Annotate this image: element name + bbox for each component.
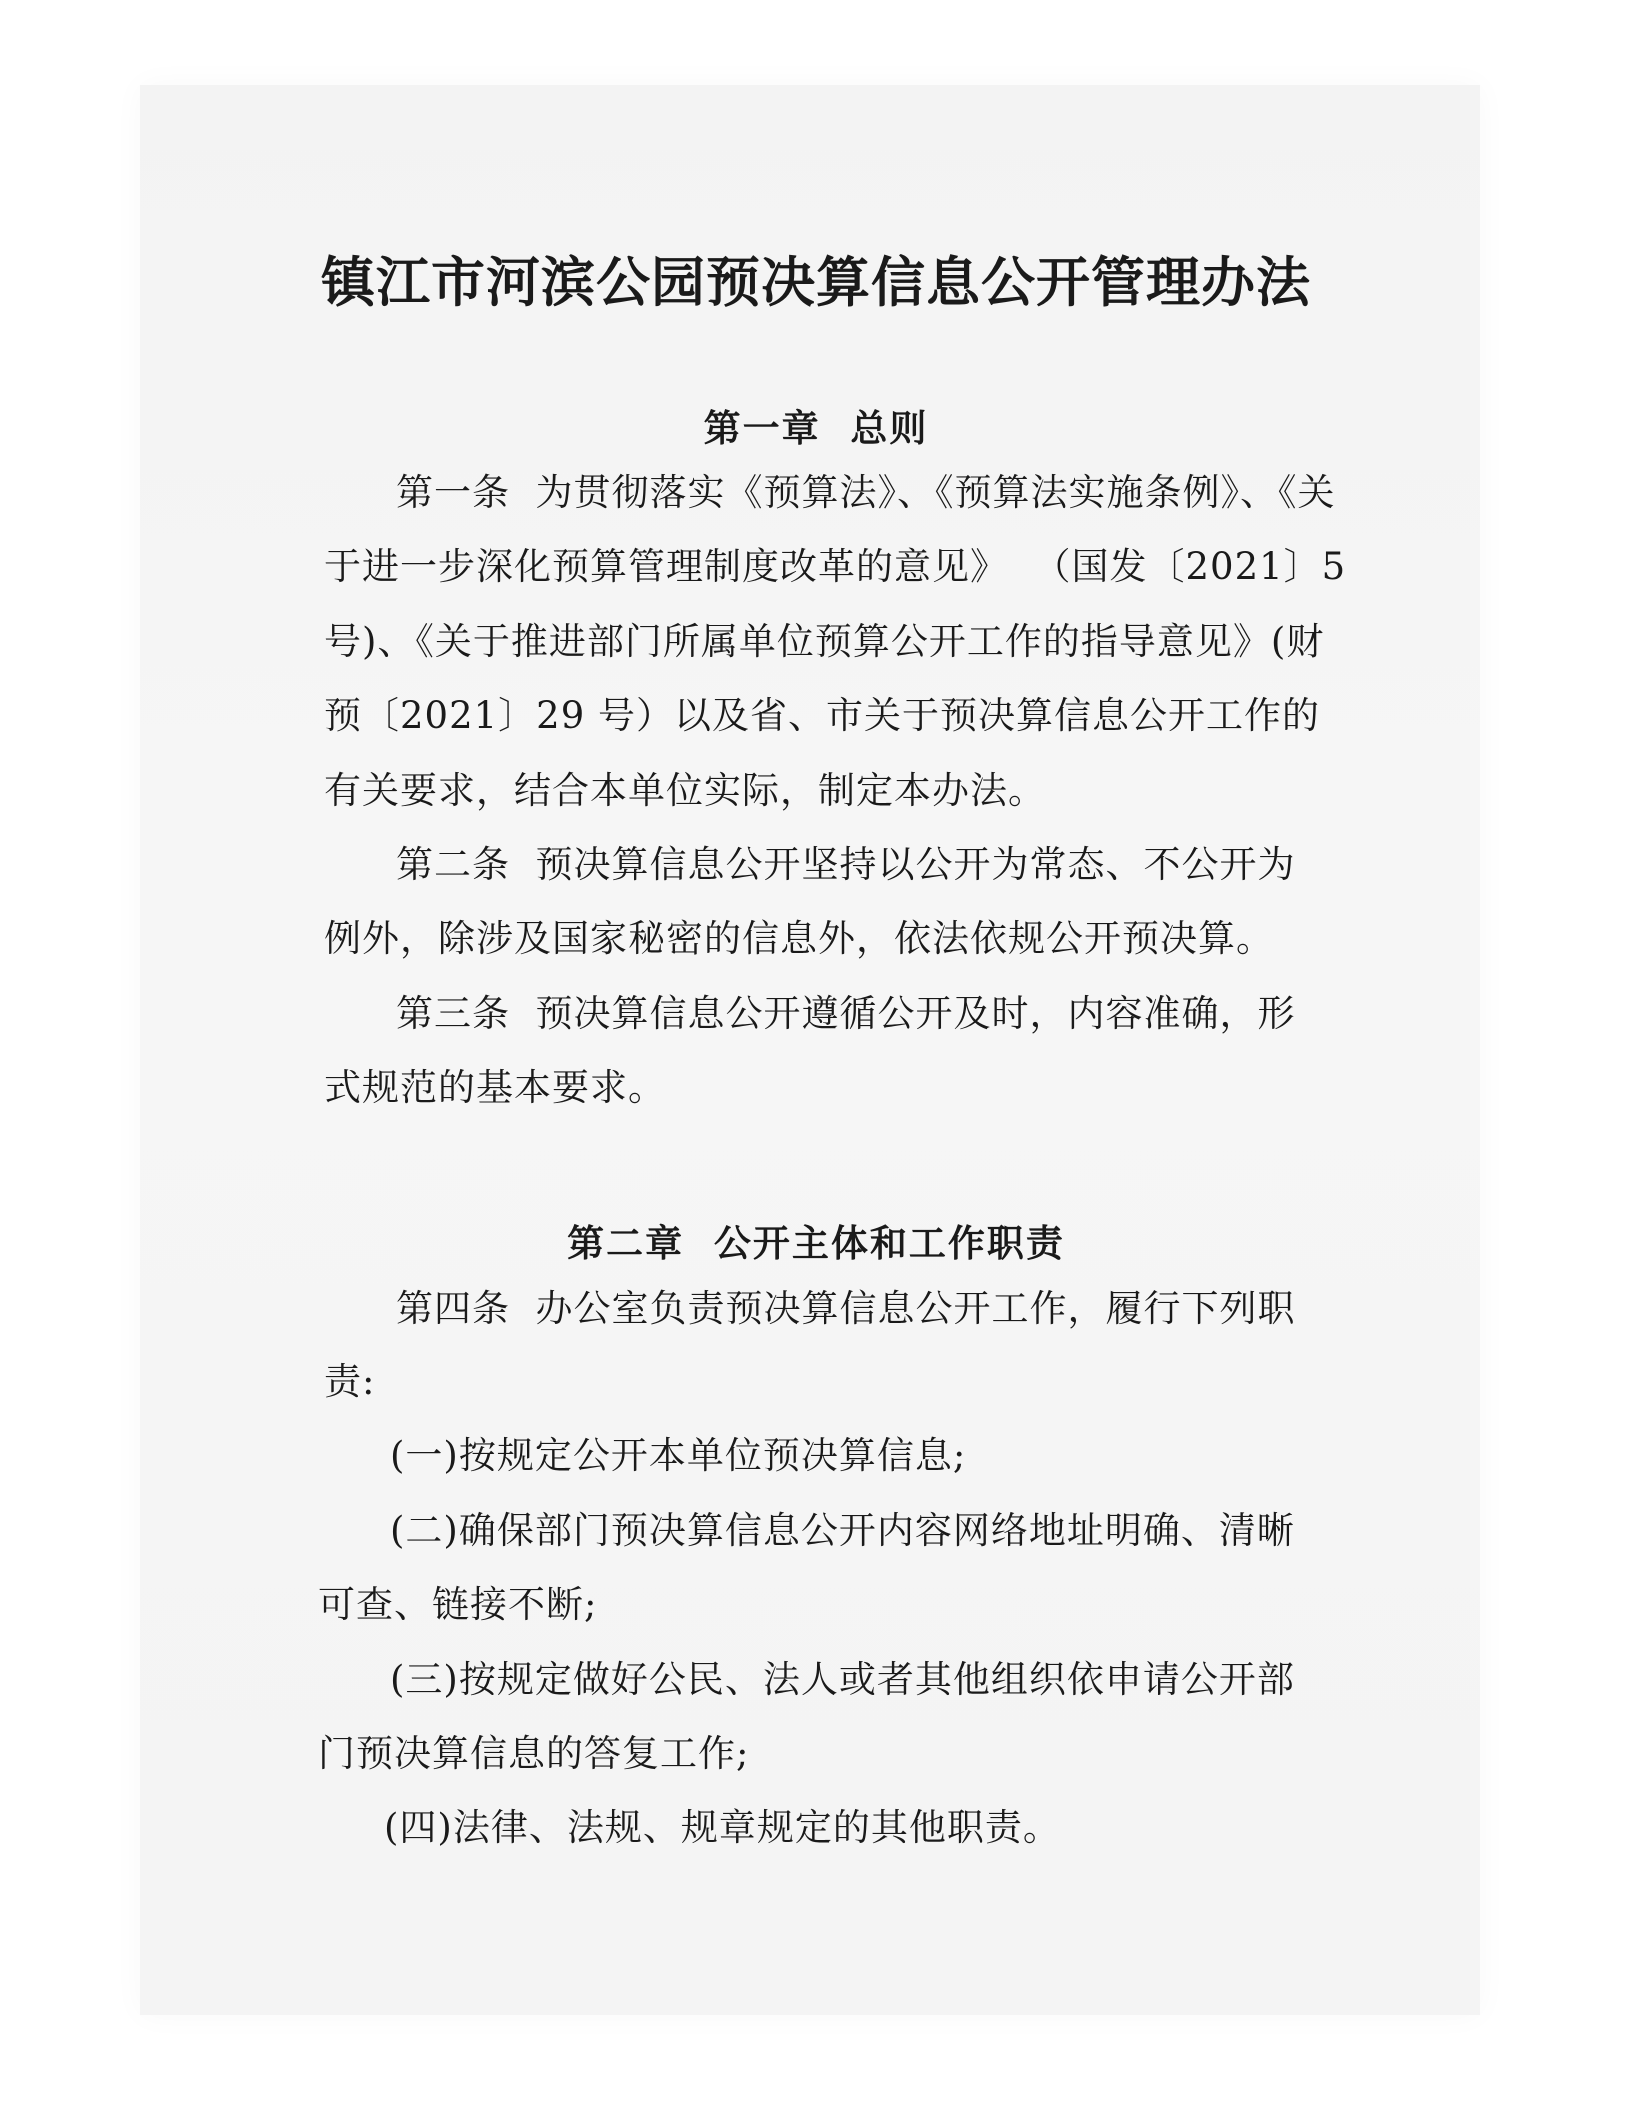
duty-item-3-line-2: 门预决算信息的答复工作; [318,1732,750,1775]
scanned-page [140,85,1480,2015]
article-1-line-1: 第一条 为贯彻落实《预算法》、《预算法实施条例》、《关 [396,471,1336,514]
article-1-line-2: 于进一步深化预算管理制度改革的意见》 （国发〔2021〕5 [324,545,1347,588]
article-2-line-1: 第二条 预决算信息公开坚持以公开为常态、不公开为 [396,843,1296,886]
article-1-line-5: 有关要求，结合本单位实际，制定本办法。 [324,769,1046,812]
duty-item-1: (一)按规定公开本单位预决算信息; [390,1434,967,1477]
document-title: 镇江市河滨公园预决算信息公开管理办法 [321,250,1311,314]
article-2-line-2: 例外，除涉及国家秘密的信息外，依法依规公开预决算。 [324,917,1274,960]
chapter-2-heading: 第二章 公开主体和工作职责 [567,1221,1065,1265]
article-3-line-1: 第三条 预决算信息公开遵循公开及时，内容准确，形 [396,992,1296,1035]
article-1-line-3: 号)、《关于推进部门所属单位预算公开工作的指导意见》(财 [324,620,1325,663]
duty-item-2-line-2: 可查、链接不断; [318,1583,598,1626]
article-4-line-2: 责: [324,1360,376,1403]
duty-item-3-line-1: (三)按规定做好公民、法人或者其他组织依申请公开部 [390,1658,1295,1701]
article-1-line-4: 预〔2021〕29 号）以及省、市关于预决算信息公开工作的 [324,694,1321,737]
chapter-1-heading: 第一章 总则 [703,406,929,450]
duty-item-2-line-1: (二)确保部门预决算信息公开内容网络地址明确、清晰 [390,1509,1295,1552]
duty-item-4: (四)法律、法规、规章规定的其他职责。 [384,1806,1061,1849]
article-4-line-1: 第四条 办公室负责预决算信息公开工作，履行下列职 [396,1287,1296,1330]
article-3-line-2: 式规范的基本要求。 [324,1066,666,1109]
